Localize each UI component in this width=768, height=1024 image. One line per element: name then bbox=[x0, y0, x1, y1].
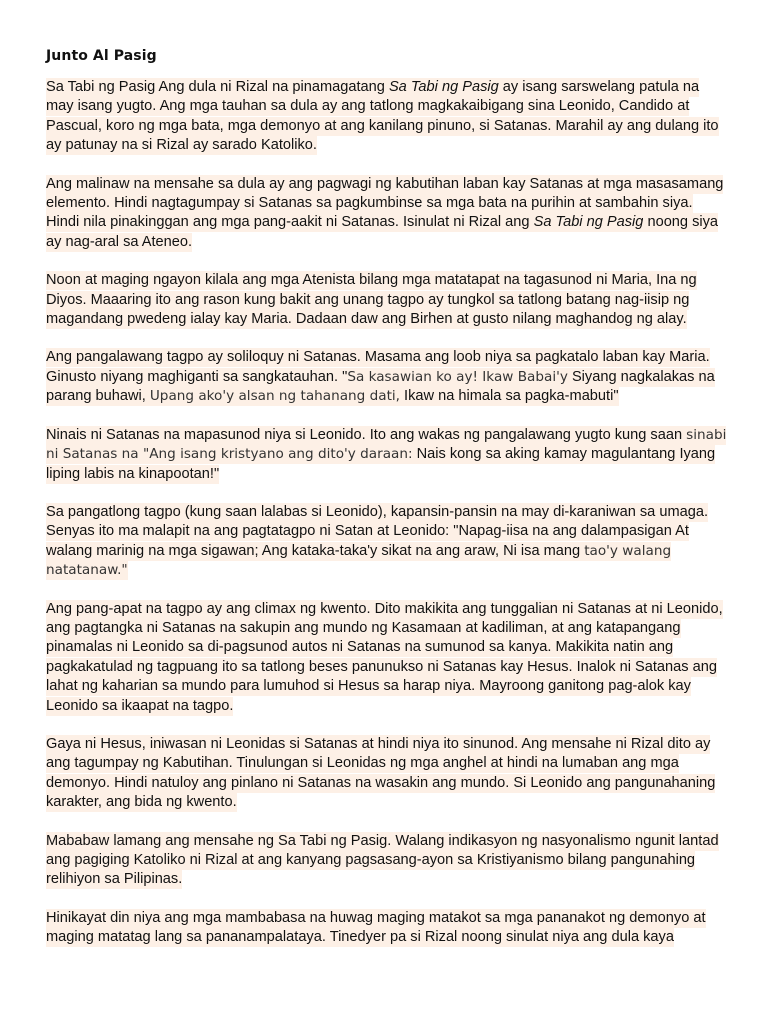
paragraph-6 bbox=[46, 503, 728, 581]
paragraph-5-text-a: Ninais ni Satanas na mapasunod niya si Leonido. Ito ang wakas ng pangalawang yugto kung saan bbox=[46, 426, 687, 443]
paragraph-6-text-a: Sa pangatlong tagpo (kung saan lalabas si Leonido), kapansin-pansin na may di-karaniwan sa umaga. Senyas ito ma malapit na ang pagtatagpo ni Satan at Leonido: "Napag-iisa na ang dalampasigan At walang marinig na mga sigawan; Ang kataka-taka'y sikat na ang araw, Ni isa mang bbox=[46, 503, 709, 559]
paragraph-8 bbox=[46, 735, 728, 813]
paragraph-1 bbox=[46, 78, 728, 156]
paragraph-2 bbox=[46, 175, 728, 253]
paragraph-4-text-e: Ikaw na himala sa pagka-mabuti" bbox=[400, 388, 619, 405]
paragraph-4 bbox=[46, 348, 728, 406]
paragraph-4-text-a: Ang pangalawang tagpo ay soliloquy ni Satanas. Masama ang loob niya sa pagkatalo laban kay Maria. Ginusto niyang maghiganti sa sangkatauhan. " bbox=[46, 349, 710, 385]
paragraph-6-quote: tao'y walang natatanaw." bbox=[46, 542, 672, 579]
paragraph-9-text: Mababaw lamang ang mensahe ng Sa Tabi ng Pasig. Walang indikasyon ng nasyonalismo ngunit lantad ang pagiging Katoliko ni Rizal at ang kanyang pagsasang-ayon sa Kristiyanismo bilang pangunahing relihiyon sa Pilipinas. bbox=[46, 832, 719, 888]
paragraph-2-text-c: noong siya ay nag-aral sa Ateneo. bbox=[46, 214, 719, 250]
document-title: Junto Al Pasig bbox=[46, 48, 157, 64]
paragraph-5-text-c: Nais kong sa aking kamay magulantang Iyang liping labis na kinapootan!" bbox=[46, 446, 716, 482]
paragraph-1-title-italic: Sa Tabi ng Pasig bbox=[388, 79, 499, 95]
paragraph-5 bbox=[46, 426, 728, 484]
paragraph-5-quote: sinabi ni Satanas na "Ang isang kristyano ang dito'y daraan: bbox=[46, 426, 727, 463]
paragraph-7 bbox=[46, 600, 728, 716]
paragraph-8-text: Gaya ni Hesus, iniwasan ni Leonidas si Satanas at hindi niya ito sinunod. Ang mensahe ni Rizal dito ay ang tagumpay ng Kabutihan. Tinulungan si Leonidas ng mga anghel at hindi na lumaban ang mga demonyo. Hindi natuloy ang pinlano ni Satanas na wasakin ang mundo. Si Leonido ang pangunahaning karakter, ang bida ng kwento. bbox=[46, 735, 716, 811]
paragraph-2-title-italic: Sa Tabi ng Pasig bbox=[533, 214, 644, 231]
paragraph-4-quote-b: Upang ako'y alsan ng tahanang dati, bbox=[149, 388, 400, 405]
paragraph-2-text-a: Ang malinaw na mensahe sa dula ay ang pagwagi ng kabutihan laban kay Satanas at mga masasamang elemento. Hindi nagtagumpay si Satanas sa pagkumbinse sa mga bata na purihin at sambahin siya. Hindi nila pinakinggan ang mga pang-aakit ni Satanas. Isinulat ni Rizal ang bbox=[46, 175, 724, 231]
paragraph-1-text-a: Sa Tabi ng Pasig Ang dula ni Rizal na pinamagatang bbox=[46, 79, 389, 95]
paragraph-1-text-c: ay isang sarswelang patula na may isang yugto. Ang mga tauhan sa dula ay ang tatlong magkakaibigang sina Leonido, Candido at Pascual, koro ng mga bata, mga demonyo at ang kanilang pinuno, si Satanas. Marahil ay ang dulang ito ay patunay na si Rizal ay sarado Katoliko. bbox=[46, 79, 719, 154]
paragraph-3-text: Noon at maging ngayon kilala ang mga Atenista bilang mga matatapat na tagasunod ni Maria, Ina ng Diyos. Maaaring ito ang rason kung bakit ang unang tagpo ay tungkol sa tatlong batang nag-iisip ng magandang pwedeng ialay kay Maria. Dadaan daw ang Birhen at gusto nilang maghandog ng alay. bbox=[46, 272, 697, 328]
paragraph-4-text-c: Siyang nagkalakas na parang buhawi, bbox=[46, 368, 715, 405]
paragraph-10 bbox=[46, 909, 728, 948]
paragraph-7-text: Ang pang-apat na tagpo ay ang climax ng kwento. Dito makikita ang tunggalian ni Satanas at ni Leonido, ang pagtangka ni Satanas na sakupin ang mundo ng Kasamaan at kadiliman, at ang katapangang pinamalas ni Leonido sa di-pagsunod autos ni Satanas na sumunod sa kanya. Makikita natin ang pagkakatulad ng tagpuang ito sa tatlong beses panunukso ni Satanas kay Hesus. Inalok ni Satanas ang lahat ng kaharian sa mundo para lumuhod si Hesus sa harap niya. Mayroong ganitong pag-alok kay Leonido sa ikaapat na tagpo. bbox=[46, 600, 723, 714]
paragraph-3 bbox=[46, 271, 728, 329]
paragraph-10-text: Hinikayat din niya ang mga mambabasa na huwag maging matakot sa mga pananakot ng demonyo at maging matatag lang sa pananampalataya. Tinedyer pa si Rizal noong sinulat niya ang dula kaya bbox=[46, 909, 706, 946]
paragraph-9 bbox=[46, 832, 728, 890]
paragraph-4-quote-a: Sa kasawian ko ay! Ikaw Babai'y bbox=[347, 368, 568, 385]
